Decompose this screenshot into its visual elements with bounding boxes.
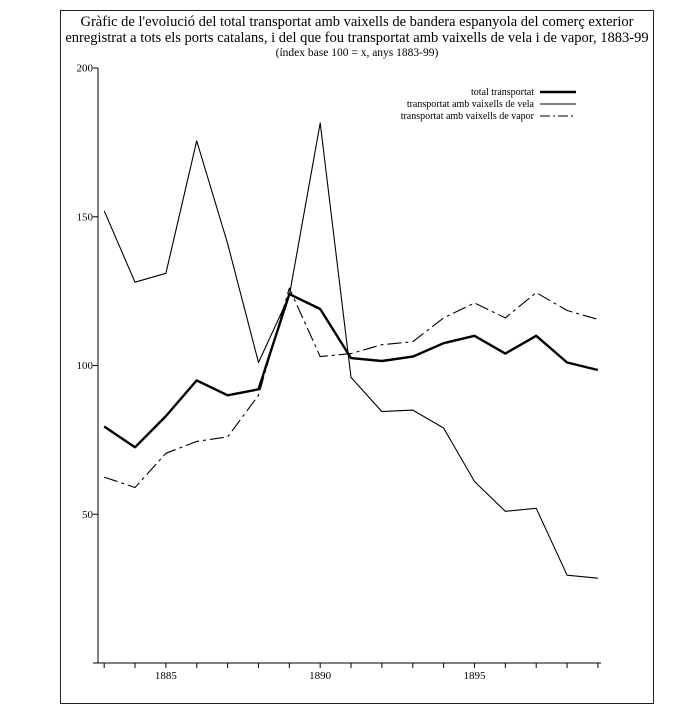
legend-label-2: transportat amb vaixells de vela [406, 99, 534, 110]
chart-subtitle: (índex base 100 = x, anys 1883-99) [275, 47, 439, 59]
y-tick-label: 100 [76, 360, 93, 372]
chart-series [104, 123, 598, 578]
x-tick-label: 1890 [309, 670, 332, 682]
legend-label-3: transportat amb vaixells de vapor [400, 111, 534, 122]
x-tick-label: 1885 [154, 670, 177, 682]
y-tick-label: 150 [76, 211, 93, 224]
y-tick-label: 50 [82, 508, 93, 521]
chart-title-line-2: enregistrat a tots els ports catalans, i del que fou transportat amb vaixells de vela i de vapor, 1883-99 [65, 30, 649, 46]
x-tick-label: 1895 [463, 670, 486, 682]
chart-title-line-1: Gràfic de l'evolució del total transportat amb vaixells de bandera espanyola del comerç exterior [80, 14, 634, 30]
y-tick-label: 200 [76, 62, 93, 75]
series-line-2 [104, 123, 598, 578]
chart-legend [401, 87, 576, 122]
chart-axes [77, 63, 602, 683]
series-line-3 [104, 288, 598, 487]
legend-label-1: total transportat [470, 87, 534, 98]
series-line-1 [104, 294, 598, 447]
